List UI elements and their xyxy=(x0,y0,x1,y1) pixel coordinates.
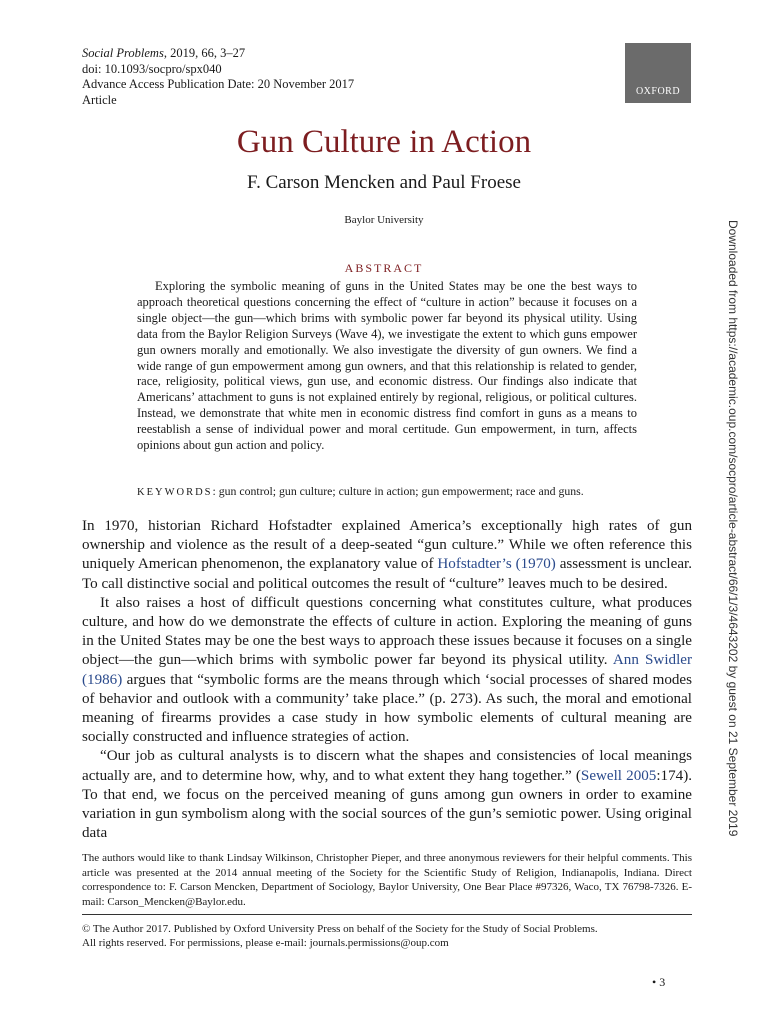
affiliation: Baylor University xyxy=(344,214,424,226)
article-metadata xyxy=(82,46,354,108)
journal-name: Social Problems xyxy=(82,46,164,60)
abstract-text: Exploring the symbolic meaning of guns in the United States may be one the best ways to approach theoretical questions concerning the effect of “culture in action” because it focuses on a single object—the gun—which brims with symbolic power far beyond its physical utility. Using data from the Baylor Religion Surveys (Wave 4), we investigate the extent to which guns empower gun owners morally and emotionally. We also investigate the diversity of gun owners. We find a wide range of gun empowerment among gun owners, and that this relationship is related to gender, race, religiosity, political views, gun use, and economic distress. Our findings also indicate that Americans’ attachment to guns is not explained entirely by regional, religious, or political cultures. Instead, we demonstrate that white men in economic distress find comfort in guns as a means to reestablish a sense of individual power and moral certitude. Gun empowerment, in turn, affects opinions about gun action and policy. xyxy=(137,279,637,453)
text-span: “Our job as cultural analysts is to discern what the shapes and consistencies of local meanings actually are, and to determine how, why, and to what extent they hang together.” ( xyxy=(82,748,692,784)
article-type: Article xyxy=(82,92,117,107)
text-span: In 1970, historian Richard Hofstadter explained America’s exceptionally high rates of gun ownership and violence as the result of a deep-seated “gun culture.” While we often reference this uniquely American phenomenon, the explanatory value of xyxy=(82,518,692,573)
body-text xyxy=(82,517,692,843)
citation-link-hofstadter[interactable]: Hofstadter’s (1970) xyxy=(437,556,556,573)
authors: F. Carson Mencken and Paul Froese xyxy=(247,172,521,193)
acknowledgments-footnote: The authors would like to thank Lindsay Wilkinson, Christopher Pieper, and three anonymous reviewers for their helpful comments. This article was presented at the 2014 annual meeting of the Society for the Scientific Study of Religion, Indianapolis, Indiana. Direct correspondence to: F. Carson Mencken, Department of Sociology, Baylor University, One Bear Place #97326, Waco, TX 76798-7326. E-mail: Carson_Mencken@Baylor.edu. xyxy=(82,852,692,909)
keywords-text: gun control; gun culture; culture in action; gun empowerment; race and guns. xyxy=(218,484,584,498)
text-span: :174). To that end, we focus on the perceived meaning of guns among gun owners in order to examine variation in gun symbolism along with the social sources of the gun’s semiotic power. Using original data xyxy=(82,767,692,842)
publisher-logo xyxy=(625,43,691,103)
page-number: • 3 xyxy=(652,975,666,989)
access-date: Advance Access Publication Date: 20 November 2017 xyxy=(82,77,355,91)
abstract-heading: ABSTRACT xyxy=(344,261,424,275)
journal-citation xyxy=(82,46,354,62)
text-span: argues that “symbolic forms are the means through which ‘social processes of shared modes of behavior and outlook with a community’ take place.” (p. 273). As such, the moral and emotional meaning of firearms provides a case study in how symbolic elements of cultural meaning are socially constructed and influence strategies of action. xyxy=(82,671,692,746)
copyright-line-2: All rights reserved. For permissions, please e-mail: journals.permissions@oup.com xyxy=(82,936,449,949)
copyright-line-1: © The Author 2017. Published by Oxford University Press on behalf of the Society for the Study of Social Problems. xyxy=(82,923,598,935)
keywords xyxy=(137,484,637,499)
body-paragraph-2 xyxy=(82,594,692,748)
text-span: It also raises a host of difficult questions concerning what constitutes culture, what produces culture, and how do we demonstrate the effects of culture in action. Exploring the meaning of guns in the United States may be one the best ways to approach these issues because it focuses on a single object—the gun—which brims with symbolic power far beyond its physical utility. xyxy=(82,594,692,669)
body-paragraph-1 xyxy=(82,517,692,594)
footnote-divider xyxy=(82,914,692,915)
body-paragraph-3 xyxy=(82,747,692,843)
citation-volume: , 2019, 66, 3–27 xyxy=(163,46,246,60)
article-title: Gun Culture in Action xyxy=(236,124,532,160)
keywords-label: KEYWORDS xyxy=(137,487,213,498)
citation-link-swidler[interactable]: Ann Swidler (1986) xyxy=(82,652,692,688)
text-span: assessment is unclear. To call distinctive social and political outcomes the result of “culture” leaves much to be desired. xyxy=(82,556,692,592)
doi: doi: 10.1093/socpro/spx040 xyxy=(82,61,222,76)
copyright xyxy=(82,923,598,950)
keywords-separator: : xyxy=(212,484,219,498)
citation-link-sewell[interactable]: Sewell 2005 xyxy=(580,767,657,784)
download-watermark: Downloaded from https://academic.oup.com/socpro/article-abstract/66/1/3/4643202 by guest on 21 September 2019 xyxy=(726,220,740,837)
publisher-logo-text: OXFORD xyxy=(635,86,681,97)
